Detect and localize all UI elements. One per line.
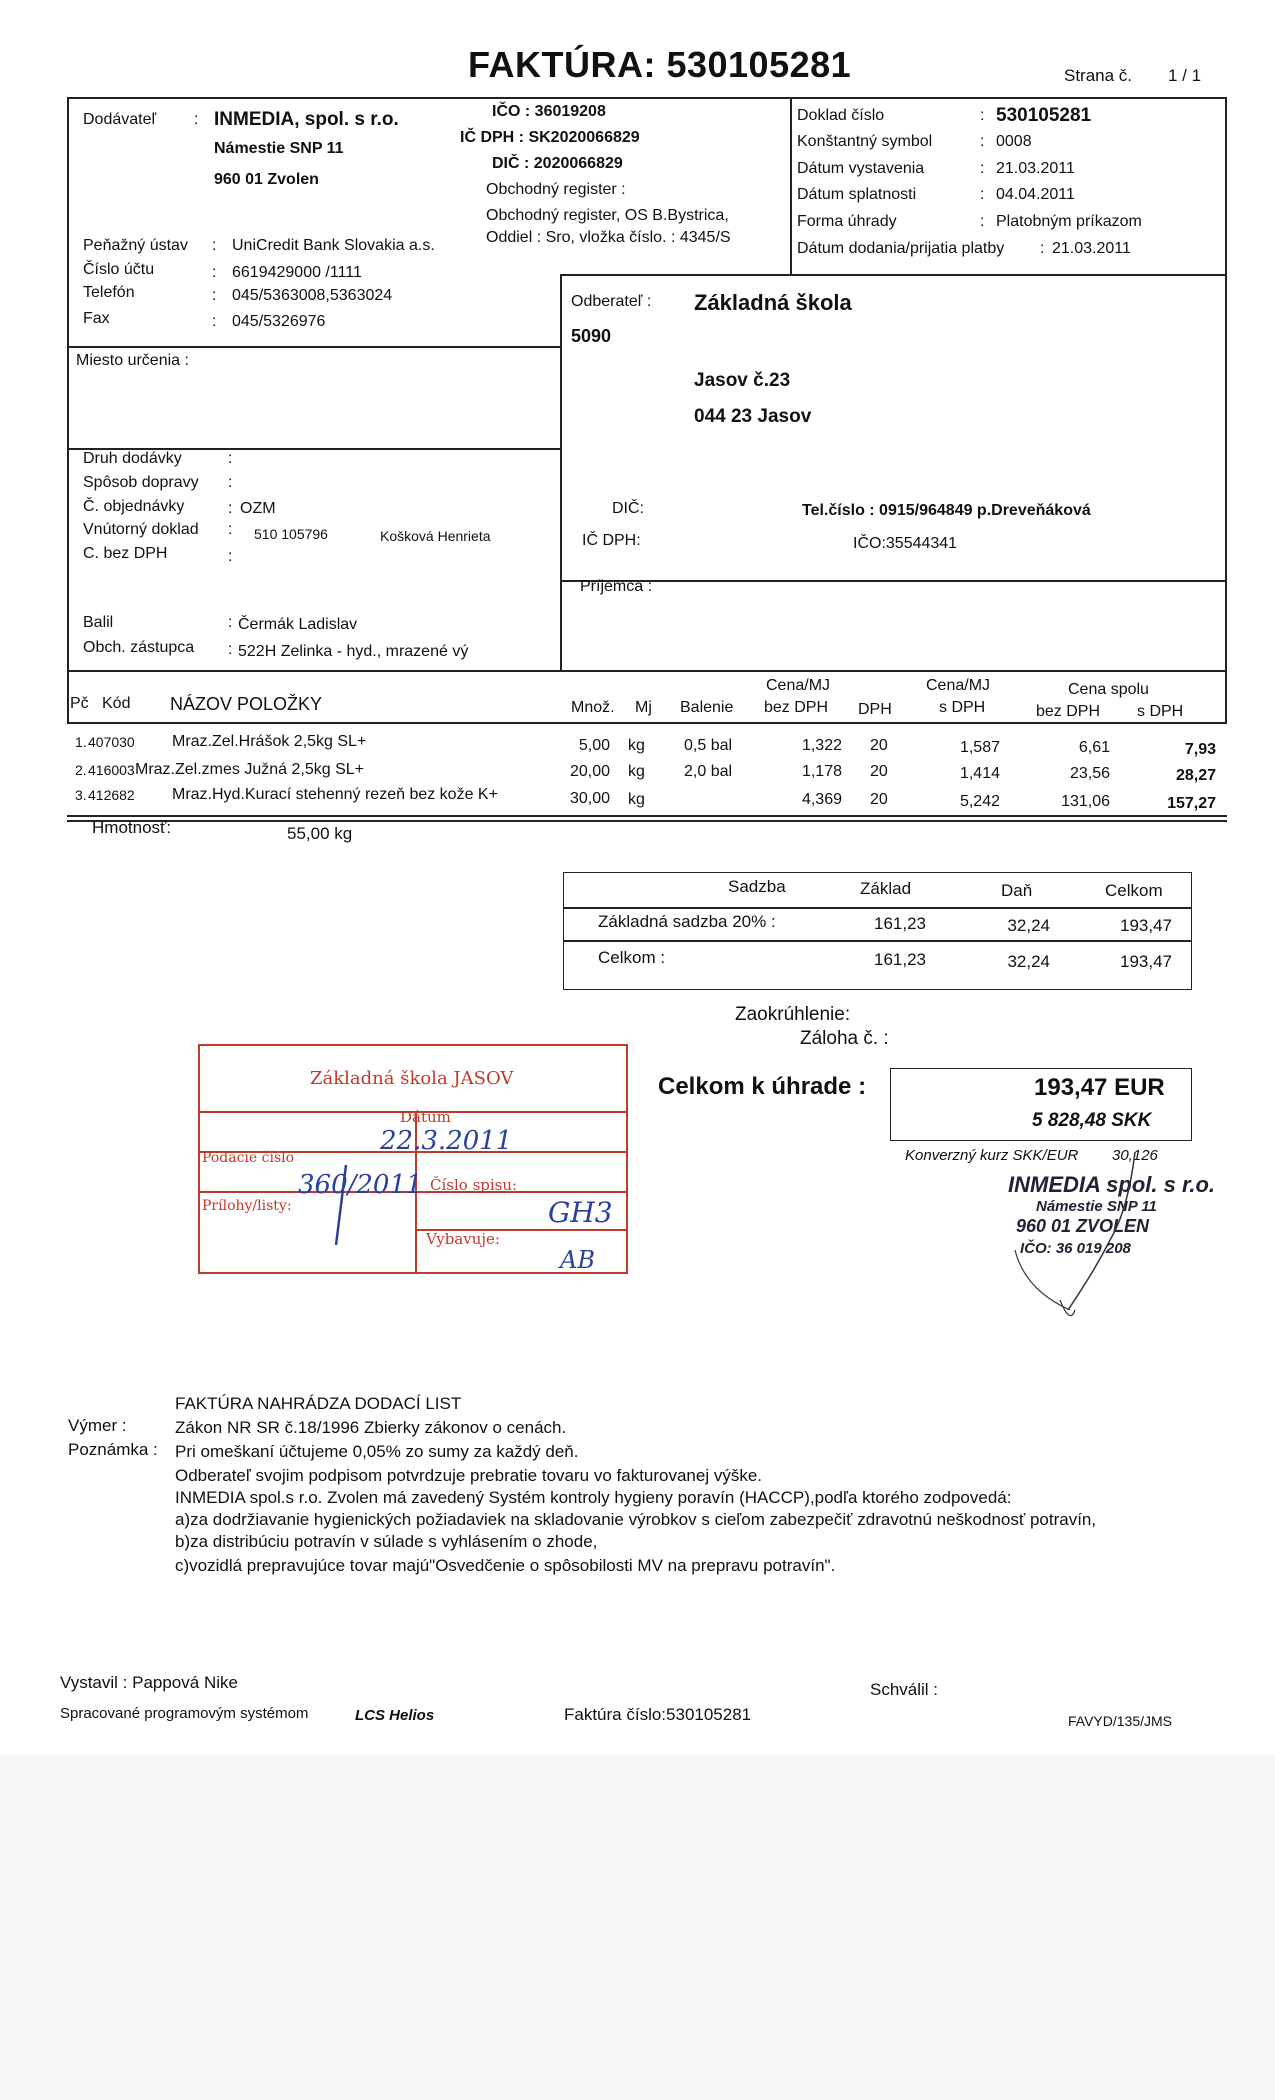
table-bottom-line (67, 815, 1227, 817)
internal-doc-label: Vnútorný doklad (83, 521, 199, 538)
vat-row2-label: Celkom : (598, 948, 666, 967)
note-line4: a)za dodržiavanie hygienických požiadaviek na skladovanie výrobkov s cieľom zabezpečiť zdravotnú neškodnosť potravín, (175, 1510, 1097, 1529)
stamp-date-value: 22.3.2011 (380, 1126, 513, 1156)
account-label: Číslo účtu (83, 261, 155, 278)
system-label: Spracované programovým systémom (60, 1705, 309, 1722)
order-value: OZM (240, 500, 276, 517)
system-name: LCS Helios (355, 1707, 435, 1724)
customer-name: Základná škola (694, 290, 852, 315)
payment-value: Platobným príkazom (996, 213, 1142, 230)
footer-invoice-number: Faktúra číslo:530105281 (564, 1705, 752, 1724)
customer-ico: IČO:35544341 (853, 535, 958, 552)
supplier-name: INMEDIA, spol. s r.o. (214, 109, 399, 130)
page-label: Strana č. (1064, 66, 1133, 85)
customer-bottom-line (560, 580, 1227, 582)
stamp-prilohy-label: Prílohy/listy: (202, 1198, 292, 1214)
supplier-register3: Oddiel : Sro, vložka číslo. : 4345/S (486, 229, 731, 246)
customer-label: Odberateľ : (571, 293, 652, 310)
customer-box-left-line (560, 274, 562, 670)
fax-label: Fax (83, 310, 110, 327)
supplier-register2: Obchodný register, OS B.Bystrica, (486, 207, 729, 224)
weight-value: 55,00 kg (287, 824, 353, 843)
col-price-bottom: bez DPH (764, 699, 829, 716)
supplier-label: Dodávateľ (83, 111, 157, 128)
vat-h-base: Základ (860, 879, 912, 898)
total-skk: 5 828,48 SKK (1032, 1110, 1152, 1131)
konst-value: 0008 (996, 133, 1032, 150)
stamp-podacie-label: Podacie číslo (202, 1150, 295, 1166)
order-label: Č. objednávky (83, 498, 185, 515)
place-label: Miesto určenia : (76, 352, 189, 369)
vat-h-total: Celkom (1105, 881, 1163, 900)
frame-right-line (1225, 97, 1227, 672)
supplier-street: Námestie SNP 11 (214, 140, 344, 157)
due-value: 04.04.2011 (996, 186, 1075, 203)
transport-label: Spôsob dopravy (83, 474, 199, 491)
bank-value: UniCredit Bank Slovakia a.s. (232, 237, 435, 254)
stamp-school-title: Základná škola JASOV (310, 1068, 514, 1089)
col-price-dph-bottom: s DPH (939, 699, 986, 716)
frame-left-line (67, 97, 69, 672)
customer-city: 044 23 Jasov (694, 406, 812, 427)
vat-h-rate: Sadzba (728, 877, 786, 896)
table-header-right-line (1225, 670, 1227, 723)
note-line5: b)za distribúciu potravín v súlade s vyhlásením o zhode, (175, 1532, 598, 1551)
due-label: Dátum splatnosti (797, 186, 917, 203)
note-line3: INMEDIA spol.s r.o. Zvolen má zavedený Systém kontroly hygieny poravín (HACCP),podľa ktorého zodpovedá: (175, 1488, 1012, 1507)
customer-dic-label: DIČ: (612, 500, 644, 517)
no-dph-label: C. bez DPH (83, 545, 168, 562)
receiver-label: Príjemca : (580, 578, 653, 595)
customer-box-top-line (560, 274, 1227, 276)
conversion-rate-value: 30,126 (1112, 1147, 1158, 1164)
issued-by: Vystavil : Pappová Nike (60, 1673, 238, 1692)
frame-top-line (67, 97, 1227, 99)
internal-doc-person: Košková Henrieta (380, 528, 491, 544)
stamp-vybavuje-label: Vybavuje: (426, 1230, 500, 1248)
total-eur: 193,47 EUR (1034, 1074, 1165, 1101)
notes-heading: FAKTÚRA NAHRÁDZA DODACÍ LIST (175, 1394, 462, 1413)
company-stamp-line3: 960 01 ZVOLEN (1016, 1216, 1150, 1236)
supplier-icdph: IČ DPH : SK2020066829 (460, 129, 640, 146)
col-qty: Množ. (571, 699, 615, 716)
account-value: 6619429000 /1111 (232, 264, 362, 281)
fax-value: 045/5326976 (232, 313, 326, 330)
table-bottom-line-2 (67, 820, 1227, 822)
payment-label: Forma úhrady (797, 213, 897, 230)
col-name: NÁZOV POLOŽKY (170, 694, 323, 714)
rounding-label: Zaokrúhlenie: (735, 1004, 851, 1025)
issued-label: Dátum vystavenia (797, 160, 925, 177)
table-header-left-line (67, 670, 69, 723)
company-stamp-line1: INMEDIA spol. s r.o. (1008, 1172, 1215, 1197)
footer-code: FAVYD/135/JMS (1068, 1713, 1173, 1729)
customer-code: 5090 (571, 326, 612, 346)
note-line1: Pri omeškaní účtujeme 0,05% zo sumy za každý deň. (175, 1442, 579, 1461)
konst-label: Konštantný symbol (797, 133, 933, 150)
packer-value: Čermák Ladislav (238, 616, 358, 633)
conversion-rate-label: Konverzný kurz SKK/EUR (905, 1147, 1079, 1164)
col-unit: Mj (635, 699, 652, 716)
col-code: Kód (102, 695, 131, 712)
supplier-ico: IČO : 36019208 (492, 103, 606, 120)
doc-number-value: 530105281 (996, 105, 1092, 126)
col-price-top: Cena/MJ (766, 677, 831, 694)
col-price-dph-top: Cena/MJ (926, 677, 991, 694)
phone-label: Telefón (83, 284, 135, 301)
vat-row1-total: 193,47 (1120, 916, 1172, 935)
table-header-bottom-line (67, 722, 1227, 724)
vat-row1-base: 161,23 (874, 914, 926, 933)
phone-value: 045/5363008,5363024 (232, 287, 393, 304)
bank-label: Peňažný ústav (83, 237, 188, 254)
doc-number-label: Doklad číslo (797, 107, 885, 124)
supplier-register1: Obchodný register : (486, 181, 626, 198)
stamp-spis-value: GH3 (548, 1196, 613, 1229)
col-pack: Balenie (680, 699, 734, 716)
note-line6: c)vozidlá prepravujúce tovar majú"Osvedčenie o spôsobilosti MV na prepravu potravín". (175, 1556, 836, 1575)
invoice-title: FAKTÚRA: 530105281 (468, 44, 852, 85)
doc-box-left-line (790, 97, 792, 275)
note-line2: Odberateľ svojim podpisom potvrdzuje prebratie tovaru vo fakturovanej výške. (175, 1466, 763, 1485)
vat-row2-tax: 32,24 (1007, 952, 1050, 971)
supplier-dic: DIČ : 2020066829 (492, 155, 623, 172)
col-dph: DPH (858, 701, 892, 718)
rep-label: Obch. zástupca (83, 639, 195, 656)
col-total-top: Cena spolu (1068, 681, 1149, 698)
supplier-bottom-line (67, 346, 560, 348)
company-stamp-line2: Námestie SNP 11 (1036, 1198, 1157, 1215)
stamp-vybavuje-value: AB (560, 1246, 595, 1274)
approved-label: Schválil : (870, 1680, 939, 1699)
poznamka-label: Poznámka : (68, 1440, 158, 1459)
col-total-nodph: bez DPH (1036, 703, 1101, 720)
vymer-label: Výmer : (68, 1416, 127, 1435)
stamp-date-label: Dátum (400, 1108, 451, 1126)
weight-label: Hmotnosť: (92, 818, 172, 837)
supplier-city: 960 01 Zvolen (214, 171, 319, 188)
rep-value: 522H Zelinka - hyd., mrazené vý (238, 643, 469, 660)
customer-icdph-label: IČ DPH: (582, 532, 641, 549)
customer-tel: Tel.číslo : 0915/964849 p.Dreveňáková (802, 502, 1091, 519)
vymer-value: Zákon NR SR č.18/1996 Zbierky zákonov o cenách. (175, 1418, 567, 1437)
vat-row1-tax: 32,24 (1007, 916, 1050, 935)
deposit-label: Záloha č. : (800, 1028, 889, 1049)
col-total-dph: s DPH (1137, 703, 1184, 720)
delivery-date-label: Dátum dodania/prijatia platby (797, 240, 1005, 257)
frame-bottom-line (67, 670, 1227, 672)
page-bottom-margin (0, 1755, 1275, 2100)
company-stamp-line4: IČO: 36 019 208 (1020, 1240, 1131, 1257)
stamp-podacie-value: 360/2011 (298, 1170, 423, 1200)
vat-h-tax: Daň (1001, 881, 1033, 900)
page-value: 1 / 1 (1168, 66, 1202, 85)
total-due-label: Celkom k úhrade : (658, 1073, 867, 1100)
vat-row1-label: Základná sadzba 20% : (598, 912, 776, 931)
customer-street: Jasov č.23 (694, 370, 791, 391)
packer-label: Balil (83, 614, 114, 631)
vat-row2-base: 161,23 (874, 950, 926, 969)
stamp-spis-label: Číslo spisu: (430, 1176, 518, 1194)
vat-row2-total: 193,47 (1120, 952, 1172, 971)
delivery-type-label: Druh dodávky (83, 450, 182, 467)
col-pc: Pč (70, 695, 89, 712)
internal-doc-value: 510 105796 (254, 526, 328, 542)
issued-value: 21.03.2011 (996, 160, 1075, 177)
delivery-date-value: 21.03.2011 (1052, 240, 1131, 257)
